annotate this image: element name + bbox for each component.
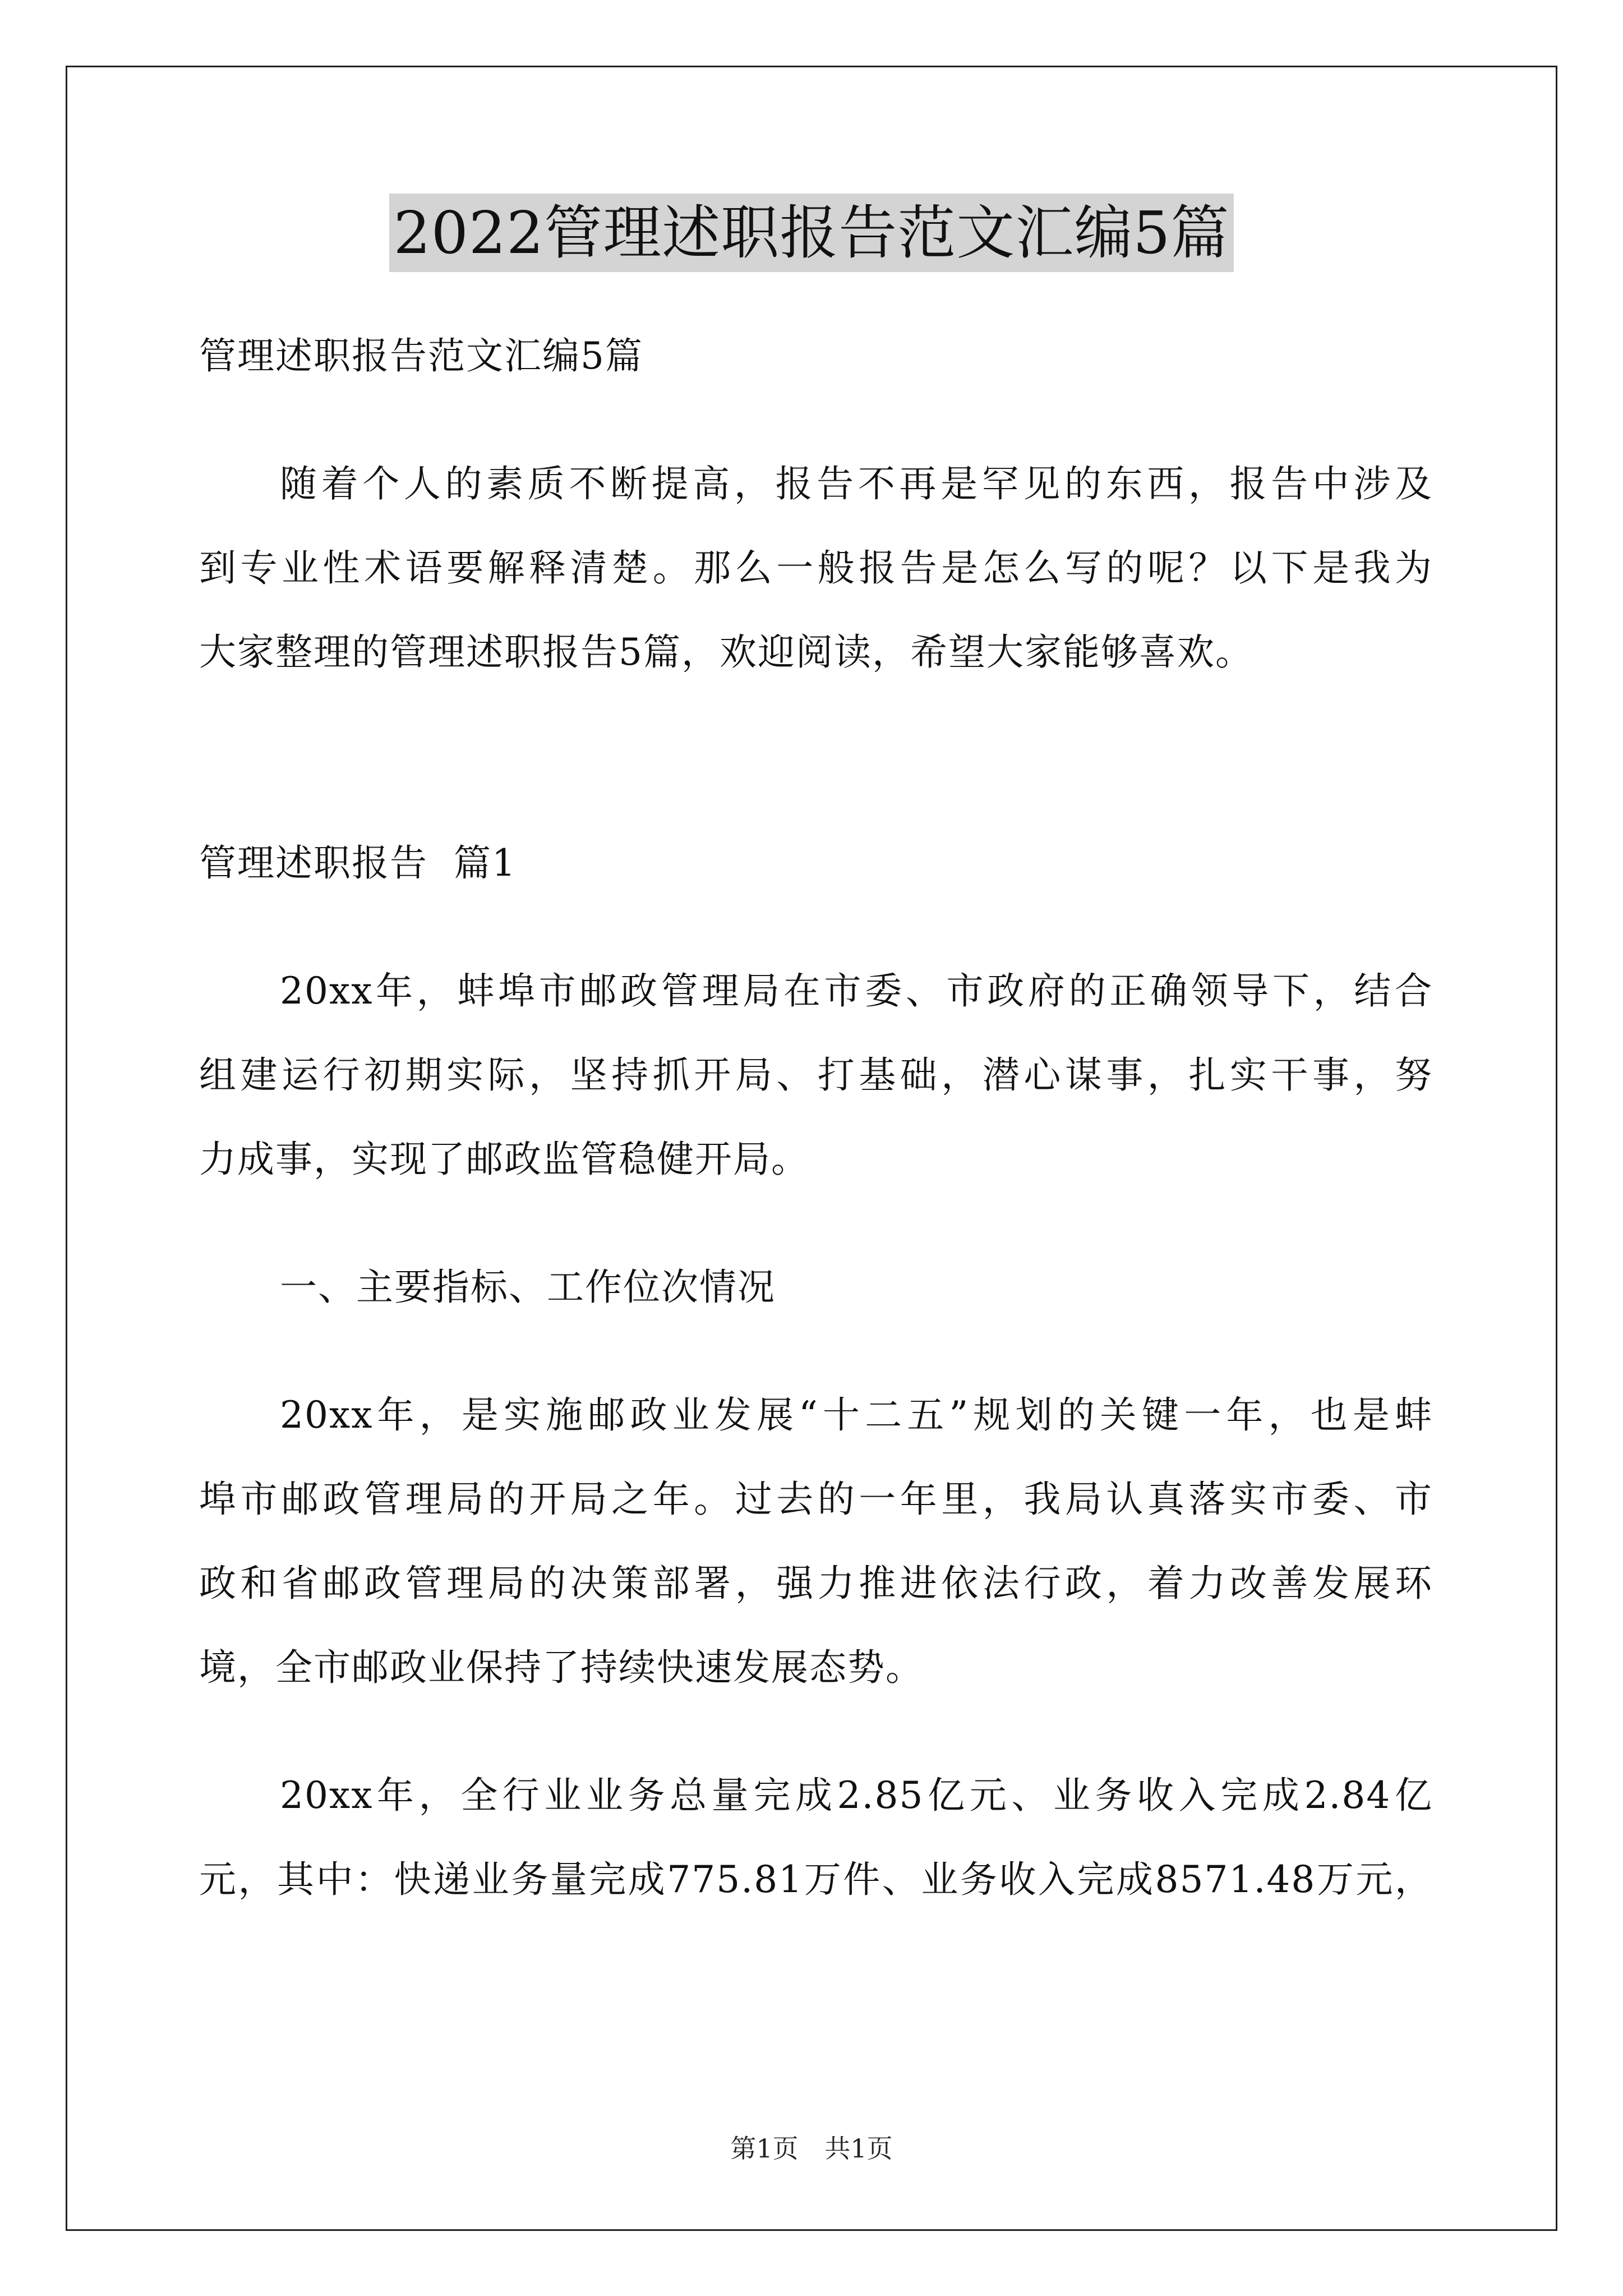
- page-total: 共1页: [824, 2133, 893, 2164]
- para2-line-3: 政和省邮政管理局的决策部署，强力推进依法行政，着力改善发展环: [199, 1562, 1433, 1605]
- subheading: 一、主要指标、工作位次情况: [280, 1266, 776, 1309]
- document-subtitle: 管理述职报告范文汇编5篇: [199, 334, 643, 378]
- para2-line-1: 20xx年，是实施邮政业发展“十二五”规划的关键一年，也是蚌: [280, 1393, 1433, 1437]
- document-title: 2022管理述职报告范文汇编5篇: [389, 194, 1234, 272]
- page-number: 第1页: [730, 2133, 799, 2164]
- para3-line-2: 元，其中：快递业务量完成775.81万件、业务收入完成8571.48万元，: [199, 1858, 1433, 1901]
- intro-line-2: 到专业性术语要解释清楚。那么一般报告是怎么写的呢？以下是我为: [199, 546, 1433, 590]
- para1-line-2: 组建运行初期实际，坚持抓开局、打基础，潜心谋事，扎实干事，努: [199, 1053, 1433, 1097]
- intro-line-3: 大家整理的管理述职报告5篇，欢迎阅读，希望大家能够喜欢。: [199, 631, 1253, 674]
- page-footer: [0, 2132, 1623, 2165]
- para2-line-4: 境，全市邮政业保持了持续快速发展态势。: [199, 1646, 924, 1689]
- title-container: [0, 194, 1623, 272]
- para2-line-2: 埠市邮政管理局的开局之年。过去的一年里，我局认真落实市委、市: [199, 1478, 1433, 1521]
- document-body: [199, 314, 1433, 1922]
- intro-line-1: 随着个人的素质不断提高，报告不再是罕见的东西，报告中涉及: [280, 462, 1433, 505]
- section-heading: 管理述职报告 篇1: [199, 841, 517, 885]
- para1-line-1: 20xx年，蚌埠市邮政管理局在市委、市政府的正确领导下，结合: [280, 969, 1433, 1013]
- para3-line-1: 20xx年，全行业业务总量完成2.85亿元、业务收入完成2.84亿: [280, 1774, 1433, 1817]
- para1-line-3: 力成事，实现了邮政监管稳健开局。: [199, 1138, 809, 1181]
